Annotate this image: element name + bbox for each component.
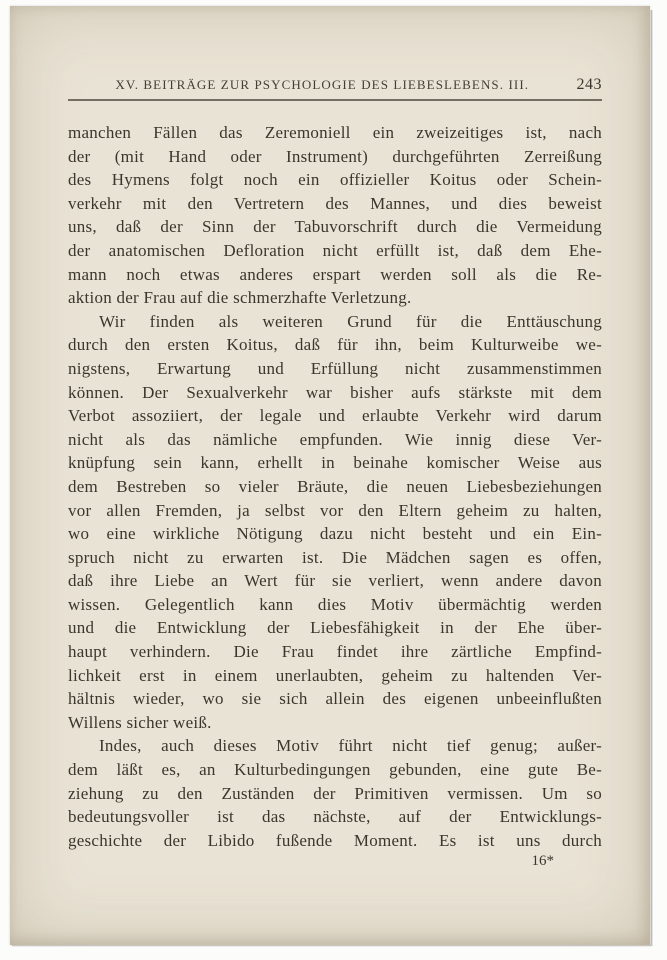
text-line: können. Der Sexualverkehr war bisher aufs stärkste mit dem — [68, 382, 602, 402]
text-line: spruch nicht zu erwarten ist. Die Mädchen sagen es offen, — [68, 547, 602, 567]
text-block — [68, 121, 602, 852]
signature-mark: 16* — [531, 853, 554, 870]
text-line: der anatomischen Defloration nicht erfüllt ist, daß dem Ehe- — [68, 240, 602, 260]
text-line: uns, daß der Sinn der Tabuvorschrift durch die Vermeidung — [68, 217, 602, 237]
paragraph — [68, 121, 602, 310]
book-page — [10, 6, 650, 945]
header-rule — [68, 99, 602, 101]
text-line: nicht als das nämliche empfunden. Wie innig diese Ver- — [68, 429, 602, 449]
text-line: mann noch etwas anderes erspart werden soll als die Re- — [68, 264, 602, 284]
text-line: und die Entwicklung der Liebesfähigkeit in der Ehe über- — [68, 618, 602, 638]
text-line: daß ihre Liebe an Wert für sie verliert, wenn andere davon — [68, 571, 602, 591]
page-number: 243 — [576, 76, 602, 93]
text-line: hältnis wieder, wo sie sich allein des eigenen unbeeinflußten — [68, 689, 602, 709]
text-line: wissen. Gelegentlich kann dies Motiv übermächtig werden — [68, 594, 602, 614]
page-edge-shadow-bottom — [12, 945, 651, 947]
text-line: manchen Fällen das Zeremoniell ein zweizeitiges ist, nach — [68, 123, 602, 142]
paragraph — [68, 734, 602, 852]
text-line: Willens sicher weiß. — [68, 712, 212, 732]
text-line: haupt verhindern. Die Frau findet ihre zärtliche Empfind- — [68, 642, 602, 662]
text-line: nigstens, Erwartung und Erfüllung nicht zusammenstimmen — [68, 358, 602, 378]
text-line: vor allen Fremden, ja selbst vor den Eltern geheim zu halten, — [68, 500, 602, 520]
text-line: des Hymens folgt noch ein offizieller Koitus oder Schein- — [68, 170, 602, 190]
header-title: XV. BEITRÄGE ZUR PSYCHOLOGIE DES LIEBESLEBENS. III. — [115, 77, 530, 92]
text-line: Verbot assoziiert, der legale und erlaubte Verkehr wird darum — [68, 406, 602, 426]
text-line: bedeutungsvoller ist das nächste, auf der Entwicklungs- — [68, 807, 602, 827]
text-line: der (mit Hand oder Instrument) durchgeführten Zerreißung — [68, 146, 602, 166]
running-header — [68, 76, 602, 94]
text-line: ziehung zu den Zuständen der Primitiven vermissen. Um so — [68, 783, 602, 803]
text-line: dem Bestreben so vieler Bräute, die neuen Liebesbeziehungen — [68, 476, 602, 496]
paragraph — [68, 310, 602, 735]
text-line: geschichte der Libido fußende Moment. Es ist uns durch — [68, 830, 602, 850]
text-line: knüpfung sein kann, erhellt in beinahe komischer Weise aus — [68, 453, 602, 473]
text-line: verkehr mit den Vertretern des Mannes, und dies beweist — [68, 193, 602, 213]
text-line: Indes, auch dieses Motiv führt nicht tief genug; außer- — [99, 736, 602, 756]
text-line: durch den ersten Koitus, daß für ihn, beim Kulturweibe we- — [68, 335, 602, 355]
text-line: dem läßt es, an Kulturbedingungen gebunden, eine gute Be- — [68, 760, 602, 780]
text-line: aktion der Frau auf die schmerzhafte Verletzung. — [68, 288, 412, 308]
text-line: wo eine wirkliche Nötigung dazu nicht besteht und ein Ein- — [68, 524, 602, 544]
text-line: Wir finden als weiteren Grund für die Enttäuschung — [99, 311, 602, 331]
page-edge-shadow-right — [650, 10, 653, 946]
text-column — [68, 6, 602, 870]
text-line: lichkeit erst in einem unerlaubten, geheim zu haltenden Ver- — [68, 665, 602, 685]
